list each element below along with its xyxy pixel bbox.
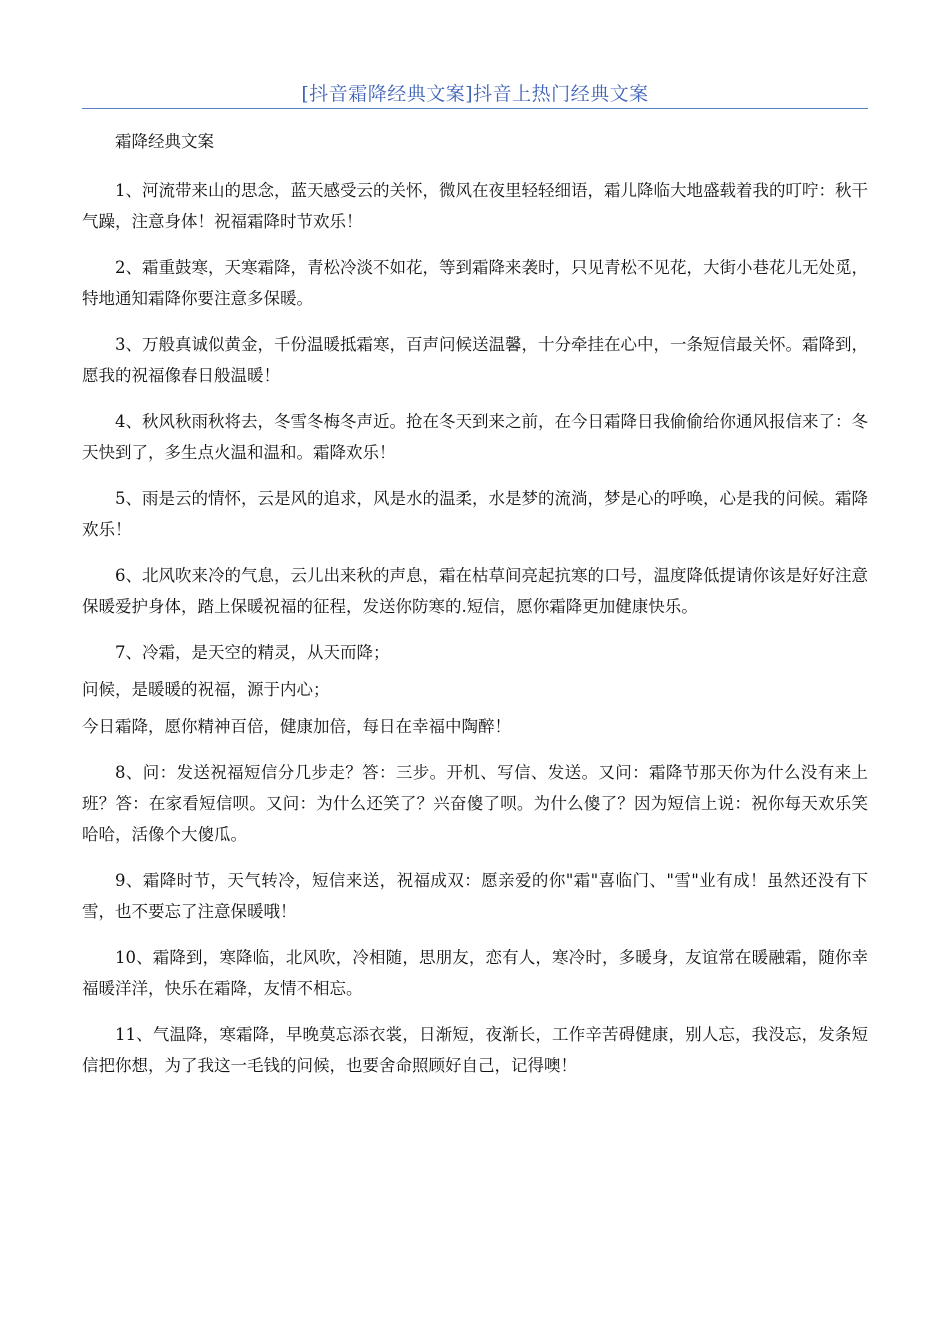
paragraph-5: 5、雨是云的情怀，云是风的追求，风是水的温柔，水是梦的流淌，梦是心的呼唤，心是我的问候。霜降欢乐！ [82,489,868,539]
paragraph-7-line-1: 7、冷霜，是天空的精灵，从天而降； [115,643,390,662]
title-underline [82,108,868,109]
paragraph-7-line-3: 今日霜降，愿你精神百倍，健康加倍，每日在幸福中陶醉！ [82,717,511,736]
document-title: [抖音霜降经典文案]抖音上热门经典文案 [301,83,649,105]
section-heading: 霜降经典文案 [115,132,214,151]
paragraph-11: 11、气温降，寒霜降，早晚莫忘添衣裳，日渐短，夜渐长，工作辛苦碍健康，别人忘，我没忘，发条短信把你想，为了我这一毛钱的问候，也要舍命照顾好自己，记得噢！ [82,1025,868,1075]
document-body [82,126,868,1096]
paragraph-1: 1、河流带来山的思念，蓝天感受云的关怀，微风在夜里轻轻细语，霜儿降临大地盛载着我的叮咛：秋干气躁，注意身体！祝福霜降时节欢乐！ [82,181,868,231]
paragraph-9: 9、霜降时节，天气转冷，短信来送，祝福成双：愿亲爱的你"霜"喜临门、"雪"业有成！虽然还没有下雪，也不要忘了注意保暖哦！ [82,871,868,921]
paragraph-7-line-2: 问候，是暖暖的祝福，源于内心； [82,680,330,699]
paragraph-6: 6、北风吹来冷的气息，云儿出来秋的声息，霜在枯草间亮起抗寒的口号，温度降低提请你该是好好注意保暖爱护身体，踏上保暖祝福的征程，发送你防寒的.短信，愿你霜降更加健康快乐。 [82,566,868,616]
paragraph-8: 8、问：发送祝福短信分几步走？答：三步。开机、写信、发送。又问：霜降节那天你为什么没有来上班？答：在家看短信呗。又问：为什么还笑了？兴奋傻了呗。为什么傻了？因为短信上说：祝你每天欢乐笑哈哈，活像个大傻瓜。 [82,763,868,844]
paragraph-10: 10、霜降到，寒降临，北风吹，冷相随，思朋友，恋有人，寒冷时，多暖身，友谊常在暖融霜，随你幸福暖洋洋，快乐在霜降，友情不相忘。 [82,948,868,998]
paragraph-2: 2、霜重鼓寒，天寒霜降，青松冷淡不如花，等到霜降来袭时，只见青松不见花，大街小巷花儿无处觅，特地通知霜降你要注意多保暖。 [82,258,868,308]
paragraph-4: 4、秋风秋雨秋将去，冬雪冬梅冬声近。抢在冬天到来之前，在今日霜降日我偷偷给你通风报信来了：冬天快到了，多生点火温和温和。霜降欢乐！ [82,412,868,462]
paragraph-3: 3、万般真诚似黄金，千份温暖抵霜寒，百声问候送温馨，十分牵挂在心中，一条短信最关怀。霜降到，愿我的祝福像春日般温暖！ [82,335,868,385]
